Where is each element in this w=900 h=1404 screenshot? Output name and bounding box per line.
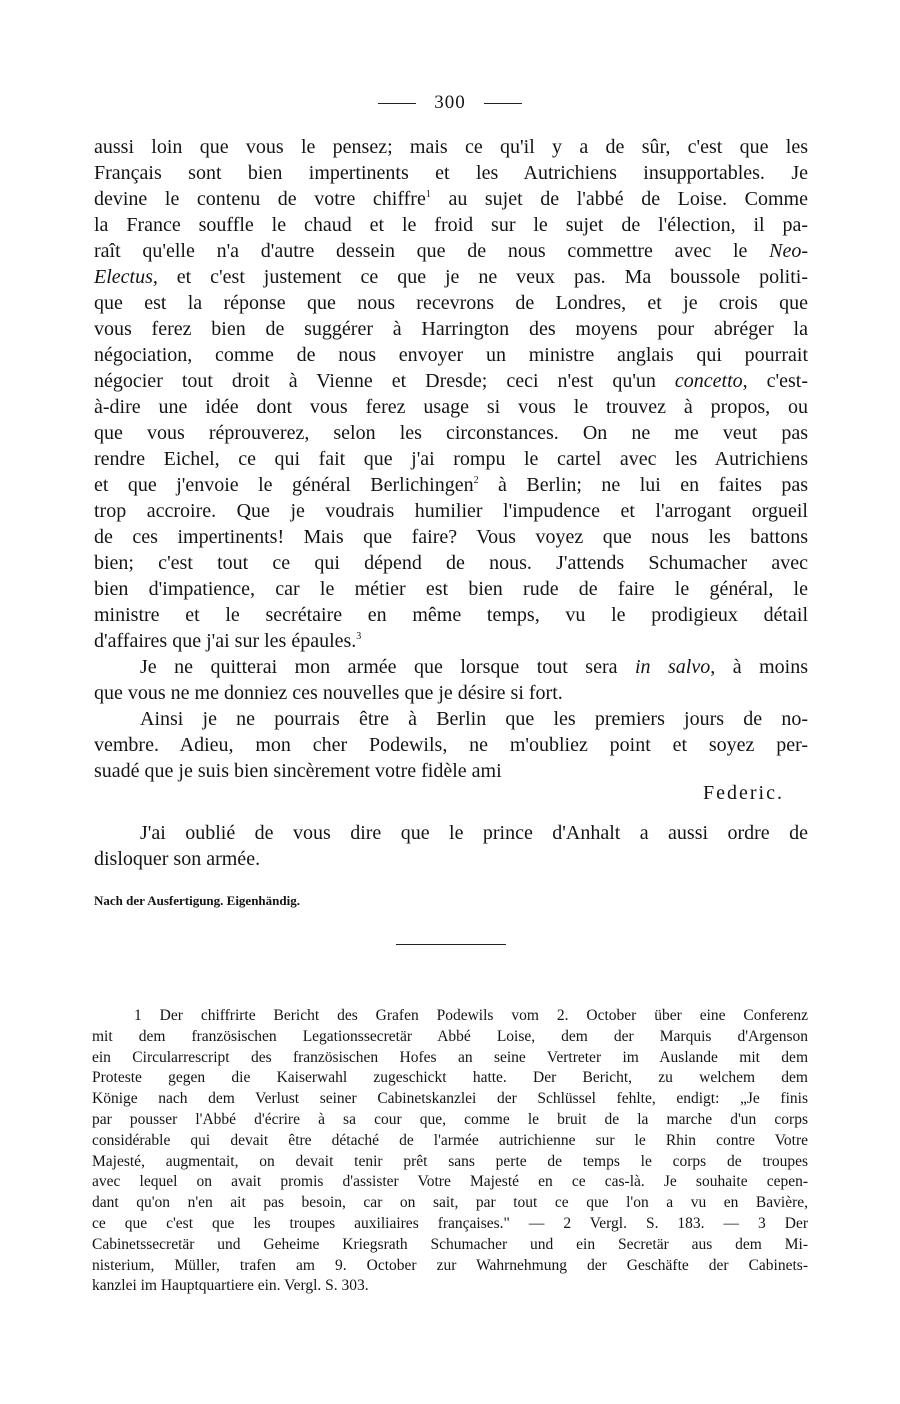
paragraph-1	[94, 134, 808, 654]
footnote-line: dant qu'on n'en ait pas besoin, car on sait, par tout ce que l'on a vu en Bavière,	[92, 1194, 808, 1212]
text-line: la France souffle le chaud et le froid sur le sujet de l'élection, il pa-	[94, 214, 808, 236]
text-line: trop accroire. Que je voudrais humilier l'impudence et l'arrogant orgueil	[94, 500, 808, 522]
text-line: disloquer son armée.	[94, 848, 261, 870]
paragraph-3	[94, 706, 808, 784]
italic-term: Electus	[94, 266, 153, 288]
header-rule-left	[378, 103, 416, 104]
footnote-line: Proteste gegen die Kaiserwahl zugeschickt hatte. Der Bericht, zu welchem dem	[92, 1069, 808, 1087]
footnote-line: par pousser l'Abbé d'écrire à sa cour que, comme le bruit de la marche d'un corps	[92, 1110, 808, 1128]
text-line: suadé que je suis bien sincèrement votre fidèle ami	[94, 760, 502, 782]
footnote-line: ein Circularrescript des französischen Hofes an seine Vertreter im Auslande mit dem	[92, 1048, 808, 1066]
postscript	[94, 820, 808, 872]
header-rule-right	[484, 103, 522, 104]
text-line: Ainsi je ne pourrais être à Berlin que les premiers jours de no-	[140, 708, 808, 730]
text-line: bien; c'est tout ce qui dépend de nous. J'attends Schumacher avec	[94, 552, 808, 574]
text-line: raît qu'elle n'a d'autre dessein que de nous commettre avec le Neo-	[94, 240, 808, 262]
text-line: négocier tout droit à Vienne et Dresde; ceci n'est qu'un concetto, c'est-	[94, 370, 808, 392]
footnote-line: Könige nach dem Verlust seiner Cabinetskanzlei der Schlüssel fehlte, endigt: „Je finis	[92, 1090, 808, 1108]
footnote-line: mit dem französischen Legationssecretär Abbé Loise, dem der Marquis d'Argenson	[92, 1027, 808, 1045]
text-line: négociation, comme de nous envoyer un ministre anglais qui pourrait	[94, 344, 808, 366]
italic-term: concetto	[674, 370, 743, 392]
footnote-line: considérable qui devait être détaché de l'armée autrichienne sur le Rhin contre Votre	[92, 1131, 808, 1149]
text-line: devine le contenu de votre chiffre$^1$ au sujet de l'abbé de Loise. Comme	[94, 188, 808, 210]
page-header	[0, 88, 900, 118]
text-line: bien d'impatience, car le métier est bien rude de faire le général, le	[94, 578, 808, 600]
footnote-line: ce que c'est que les troupes auxiliaires françaises." — 2 Vergl. S. 183. — 3 Der	[92, 1214, 808, 1232]
footnote-ref-3: 3	[356, 631, 362, 642]
text-line: d'affaires que j'ai sur les épaules.$^3$	[94, 630, 362, 652]
italic-term: in salvo	[634, 656, 711, 678]
footnote-line: Cabinetssecretär und Geheime Kriegsrath Schumacher und ein Secretär aus dem Mi-	[92, 1235, 808, 1253]
italic-term: Neo-	[769, 240, 808, 262]
footnote-divider	[396, 944, 506, 945]
text-line: à-dire une idée dont vous ferez usage si vous le trouvez à propos, ou	[94, 396, 808, 418]
text-line: Electus, et c'est justement ce que je ne veux pas. Ma boussole politi-	[94, 266, 808, 288]
paragraph-2	[94, 654, 808, 706]
footnote-line: 1 Der chiffrirte Bericht des Grafen Podewils vom 2. October über eine Conferenz	[134, 1007, 808, 1024]
footnote-line: kanzlei im Hauptquartiere ein. Vergl. S. 303.	[92, 1277, 369, 1295]
text-line: de ces impertinents! Mais que faire? Vous voyez que nous les battons	[94, 526, 808, 548]
text-line: que est la réponse que nous recevrons de Londres, et je crois que	[94, 292, 808, 314]
text-line: ministre et le secrétaire en même temps, vu le prodigieux détail	[94, 604, 808, 626]
letter-body	[94, 134, 808, 912]
text-line: et que j'envoie le général Berlichingen$^2$ à Berlin; ne lui en faites pas	[94, 474, 808, 496]
footnote-ref-1: 1	[425, 189, 431, 200]
footnote-ref-2: 2	[473, 475, 479, 486]
signature: Federic.	[703, 782, 784, 804]
footnote-line: avec lequel on avait promis d'assister Votre Majesté en ce cas-là. Je souhaite cepen-	[92, 1173, 808, 1191]
footnote-line: Majesté, augmentait, on devait tenir prêt sans perte de temps le corps de troupes	[92, 1152, 808, 1170]
footnotes	[92, 1006, 808, 1297]
source-note: Nach der Ausfertigung. Eigenhändig.	[94, 893, 300, 908]
text-line: rendre Eichel, ce qui fait que j'ai rompu le cartel avec les Autrichiens	[94, 448, 808, 470]
text-line: aussi loin que vous le pensez; mais ce qu'il y a de sûr, c'est que les	[94, 136, 808, 158]
footnote-line: nisterium, Müller, trafen am 9. October zur Wahrnehmung der Geschäfte der Cabinets-	[92, 1256, 808, 1274]
text-line: vous ferez bien de suggérer à Harrington des moyens pour abréger la	[94, 318, 808, 340]
text-line: que vous réprouverez, selon les circonstances. On ne me veut pas	[94, 422, 808, 444]
text-line: Je ne quitterai mon armée que lorsque tout sera in salvo, à moins	[140, 656, 808, 678]
text-line: J'ai oublié de vous dire que le prince d'Anhalt a aussi ordre de	[140, 822, 808, 844]
text-line: Français sont bien impertinents et les Autrichiens insupportables. Je	[94, 162, 808, 184]
text-line: que vous ne me donniez ces nouvelles que je désire si fort.	[94, 682, 563, 704]
page-number: 300	[434, 92, 466, 113]
text-line: vembre. Adieu, mon cher Podewils, ne m'oubliez point et soyez per-	[94, 734, 808, 756]
